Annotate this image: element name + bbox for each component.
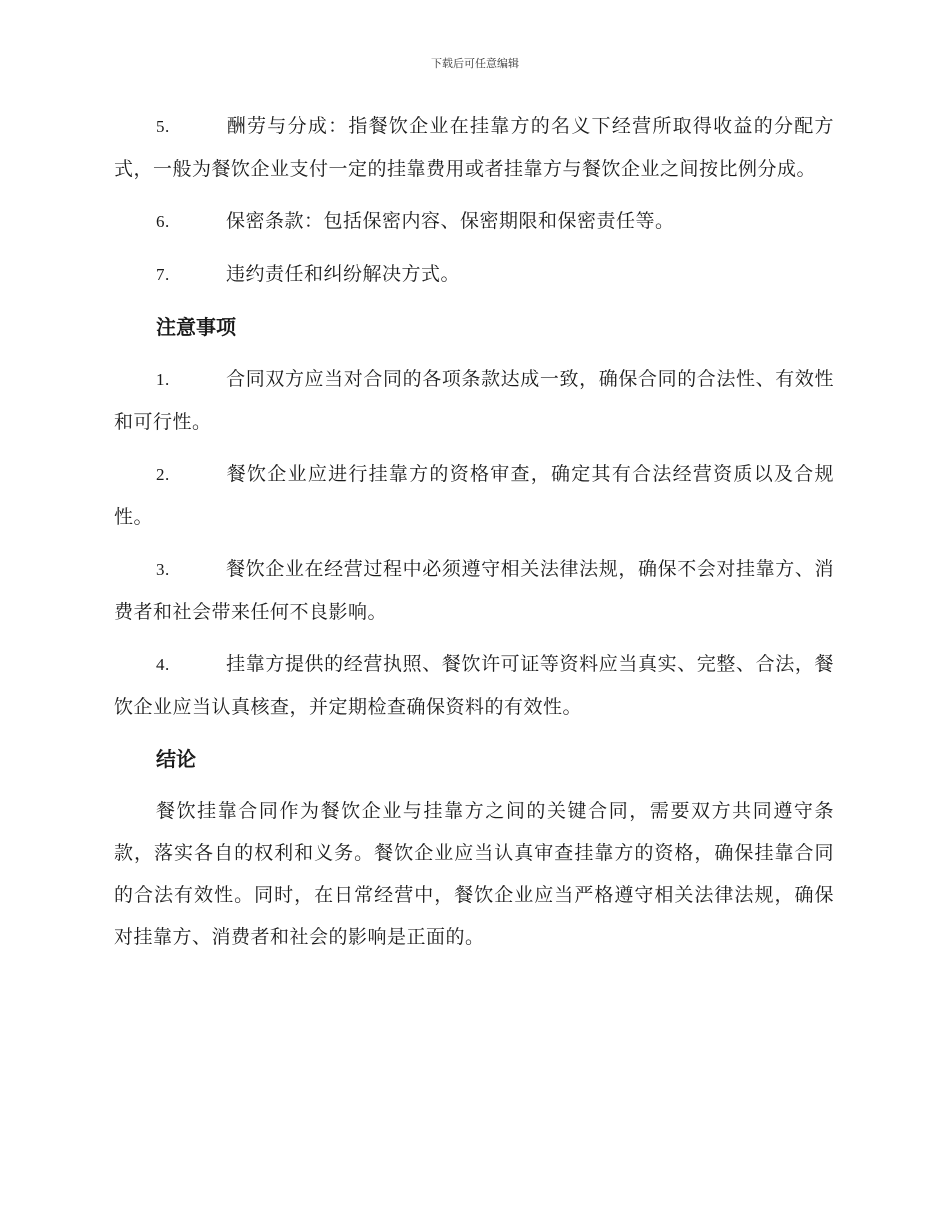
list-text: 保密条款：包括保密内容、保密期限和保密责任等。 [226, 210, 675, 232]
list-item-7 [114, 253, 834, 296]
note-item-4 [114, 643, 834, 728]
list-number: 6. [156, 212, 170, 231]
section-heading-conclusion: 结论 [156, 747, 196, 771]
list-number: 3. [156, 560, 170, 579]
list-number: 1. [156, 370, 170, 389]
note-item-1 [114, 358, 834, 443]
list-item-5 [114, 105, 834, 190]
document-body [114, 105, 834, 968]
list-text: 违约责任和纠纷解决方式。 [226, 263, 461, 285]
list-text: 挂靠方提供的经营执照、餐饮许可证等资料应当真实、完整、合法，餐饮企业应当认真核查，并定期检查确保资料的有效性。 [114, 653, 834, 718]
list-text: 酬劳与分成：指餐饮企业在挂靠方的名义下经营所取得收益的分配方式，一般为餐饮企业支付一定的挂靠费用或者挂靠方与餐饮企业之间按比例分成。 [114, 115, 834, 180]
page-header: 下载后可任意编辑 [431, 57, 519, 70]
list-number: 5. [156, 117, 170, 136]
note-item-3 [114, 548, 834, 633]
list-number: 4. [156, 655, 170, 674]
list-number: 7. [156, 265, 170, 284]
list-text: 餐饮企业在经营过程中必须遵守相关法律法规，确保不会对挂靠方、消费者和社会带来任何不良影响。 [114, 558, 834, 623]
list-text: 合同双方应当对合同的各项条款达成一致，确保合同的合法性、有效性和可行性。 [114, 368, 834, 433]
conclusion-paragraph: 餐饮挂靠合同作为餐饮企业与挂靠方之间的关键合同，需要双方共同遵守条款，落实各自的权利和义务。餐饮企业应当认真审查挂靠方的资格，确保挂靠合同的合法有效性。同时，在日常经营中，餐饮企业应当严格遵守相关法律法规，确保对挂靠方、消费者和社会的影响是正面的。 [114, 800, 834, 948]
list-item-6 [114, 200, 834, 243]
list-number: 2. [156, 465, 170, 484]
section-heading-notes: 注意事项 [156, 315, 236, 339]
list-text: 餐饮企业应进行挂靠方的资格审查，确定其有合法经营资质以及合规性。 [114, 463, 834, 528]
note-item-2 [114, 453, 834, 538]
